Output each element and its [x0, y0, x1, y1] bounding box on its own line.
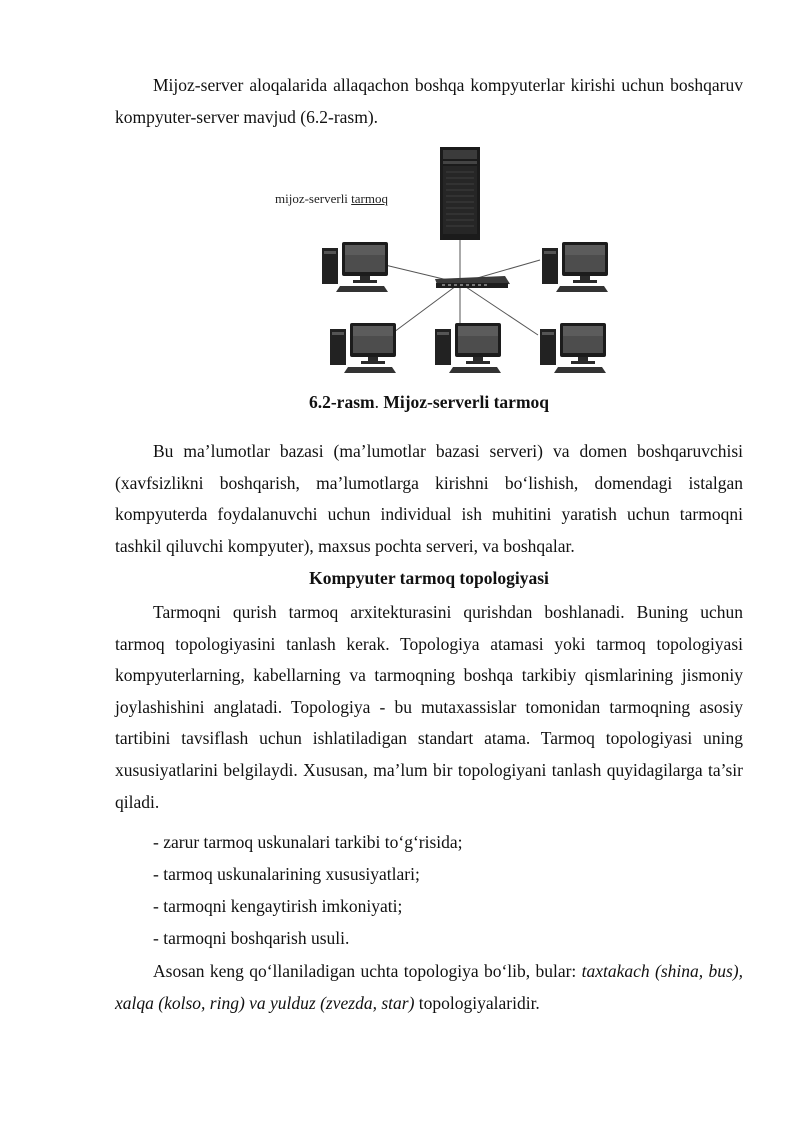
desktop-computer-icon — [435, 323, 501, 373]
desktop-computer-icon — [540, 323, 606, 373]
section-heading: Kompyuter tarmoq topologiyasi — [309, 568, 549, 588]
caption-title: Mijoz-serverli tarmoq — [383, 392, 550, 412]
topology-types-lead: Asosan keng qo‘llaniladigan uchta topologiya bo‘lib, bular: — [153, 961, 582, 981]
figure-caption — [115, 392, 743, 413]
desktop-computer-icon — [542, 242, 608, 292]
caption-number: 6.2-rasm — [308, 392, 375, 412]
desktop-computer-icon — [322, 242, 388, 292]
client-server-network-figure — [270, 140, 620, 375]
list-item: - tarmoq uskunalarining xususiyatlari; — [153, 864, 420, 884]
caption-separator: . — [374, 392, 379, 412]
paragraph-database-server: Bu ma’lumotlar bazasi (ma’lumotlar bazasi serveri) va domen boshqaruvchisi (xavfsizlikni boshqarish, ma’lumotlarga kirishni bo‘lishish, domendagi istalgan kompyuterda foydalanuvchi uchun individual ish muhitini yaratish uchun tarmoqni tashkil qiluvchi kompyuter), maxsus pochta serveri, va boshqalar. — [115, 441, 743, 556]
paragraph-topology: Tarmoqni qurish tarmoq arxitekturasini qurishdan boshlanadi. Buning uchun tarmoq topologiyasini tanlash kerak. Topologiya atamasi yoki tarmoq topologiyasi kompyuterlarning, kabellarning va tarmoqning boshqa tarkibiy qismlarining jismoniy joylashishini anglatadi. Topologiya - bu mutaxassislar tomonidan tarmoqning asosiy tartibini tavsiflash uchun ishlatiladigan standart atama. Tarmoq topologiyasi uning xususiyatlarini belgilaydi. Xususan, ma’lum bir topologiyani tanlash quyidagilarga ta’sir qiladi. — [115, 602, 743, 812]
figure-label-part1: mijoz-serverli — [275, 191, 348, 206]
server-tower-icon — [440, 147, 480, 240]
list-item: - tarmoqni boshqarish usuli. — [153, 928, 350, 948]
paragraph-topology-types — [115, 956, 743, 1019]
network-switch-icon — [435, 276, 510, 288]
list-item: - zarur tarmoq uskunalari tarkibi to‘g‘risida; — [153, 832, 463, 852]
list-item: - tarmoqni kengaytirish imkoniyati; — [153, 896, 403, 916]
figure-label-part2: tarmoq — [351, 191, 388, 206]
desktop-computer-icon — [330, 323, 396, 373]
topology-types-tail: topologiyalaridir. — [414, 992, 540, 1013]
intro-paragraph: Mijoz-server aloqalarida allaqachon boshqa kompyuterlar kirishi uchun boshqaruv kompyuter-server mavjud (6.2-rasm). — [115, 75, 743, 127]
topology-types-italic: taxtakach (shina, bus), xalqa (kolso, ring) va yulduz (zvezda, star) — [115, 961, 743, 1013]
